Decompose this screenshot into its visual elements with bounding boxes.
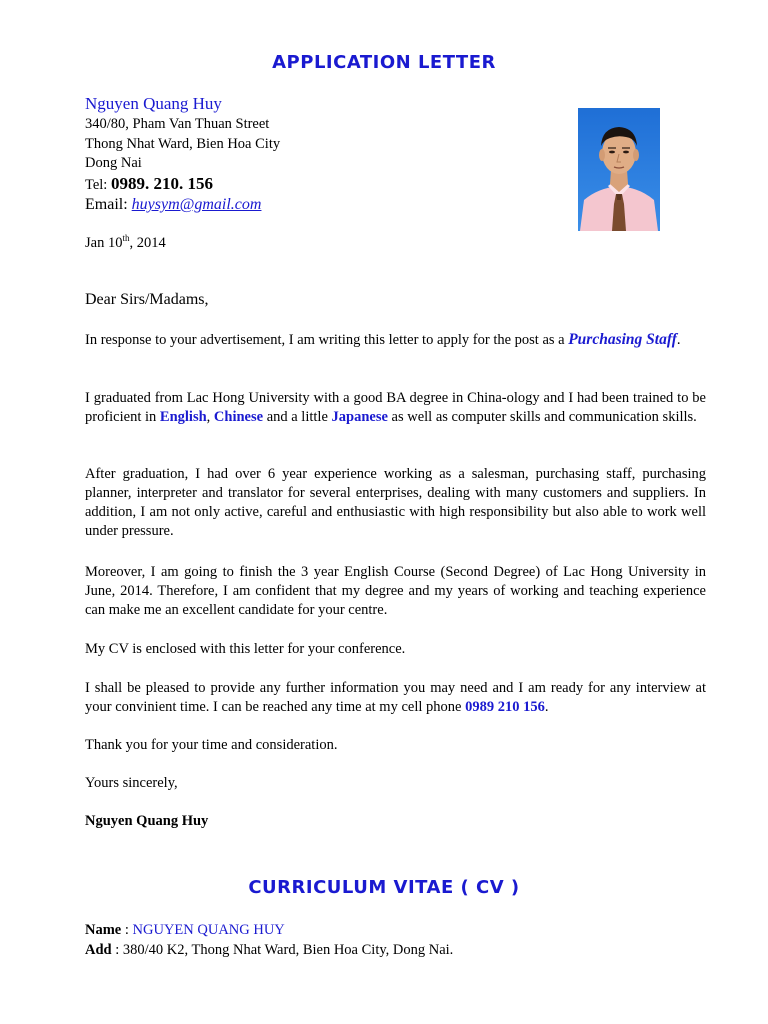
paragraph-4: Moreover, I am going to finish the 3 year English Course (Second Degree) of Lac Hong University in June, 2014. Therefore, I am confident that my degree and my years of working and teaching experience can make me an excellent candidate for your centre. [85, 564, 706, 618]
email-label: Email: [85, 196, 132, 213]
cv-name-row [85, 920, 453, 940]
date-prefix: Jan 10 [85, 234, 123, 251]
paragraph-3: After graduation, I had over 6 year experience working as a salesman, purchasing staff, purchasing planner, interpreter and translator for several enterprises, dealing with many customers and suppliers. In addition, I am not only active, careful and enthusiastic with high responsibility but also able to work well under pressure. [85, 466, 706, 539]
date-suffix: th [122, 233, 130, 243]
cell-phone: 0989 210 156 [465, 699, 545, 715]
tel-label: Tel: [85, 176, 111, 193]
cv-add-label: Add [85, 942, 112, 958]
paragraph-2-text-a: I graduated from Lac Hong University with a good BA degree in China-ology and I had been trained to be proficient in [85, 390, 706, 425]
language-english: English [159, 409, 207, 425]
cv-add-value: 380/40 K2, Thong Nhat Ward, Bien Hoa City, Dong Nai. [122, 942, 454, 958]
cv-name-value: NGUYEN QUANG HUY [132, 922, 285, 938]
paragraph-2-text-b: and a little [263, 409, 332, 425]
paragraph-5: My CV is enclosed with this letter for your conference. [85, 641, 406, 657]
cv-name-sep: : [121, 922, 133, 938]
closing: Yours sincerely, [85, 775, 178, 791]
position-title: Purchasing Staff [568, 331, 677, 348]
paragraph-1-end: . [676, 332, 681, 348]
letter-date [85, 233, 166, 252]
portrait-photo [578, 108, 660, 231]
address-line-2: Thong Nhat Ward, Bien Hoa City [85, 135, 281, 152]
date-year: , 2014 [129, 234, 166, 251]
paragraph-2-sep: , [206, 409, 214, 425]
paragraph-6-end: . [544, 699, 549, 715]
paragraph-6 [85, 679, 706, 717]
paragraph-2-text-c: as well as computer skills and communication skills. [387, 409, 697, 425]
tel-line [85, 174, 280, 196]
salutation: Dear Sirs/Madams, [85, 291, 209, 308]
cv-block [85, 920, 453, 960]
portrait-image [578, 108, 660, 231]
cv-name-label: Name [85, 922, 122, 938]
paragraph-1-text: In response to your advertisement, I am writing this letter to apply for the post as a [85, 332, 569, 348]
tel-value: 0989. 210. 156 [110, 173, 213, 193]
paragraph-1 [85, 330, 706, 350]
email-link[interactable]: huysym@gmail.com [131, 196, 262, 213]
letter-heading: APPLICATION LETTER [272, 52, 496, 73]
paragraph-6-text: I shall be pleased to provide any further information you may need and I am ready for any interview at your convinient time. I can be reached any time at my cell phone [85, 680, 706, 715]
address-line-3: Dong Nai [85, 155, 142, 171]
paragraph-7: Thank you for your time and consideration. [85, 737, 338, 753]
language-japanese: Japanese [331, 409, 388, 425]
cv-add-sep: : [111, 942, 123, 958]
cv-address-row [85, 940, 453, 960]
paragraph-2 [85, 389, 706, 427]
language-chinese: Chinese [213, 409, 264, 425]
email-line [85, 195, 280, 215]
sender-name: Nguyen Quang Huy [85, 94, 222, 113]
sender-block [85, 93, 280, 215]
signature-name: Nguyen Quang Huy [85, 813, 209, 829]
address-line-1: 340/80, Pham Van Thuan Street [85, 116, 270, 132]
cv-heading: CURRICULUM VITAE ( CV ) [248, 877, 520, 898]
